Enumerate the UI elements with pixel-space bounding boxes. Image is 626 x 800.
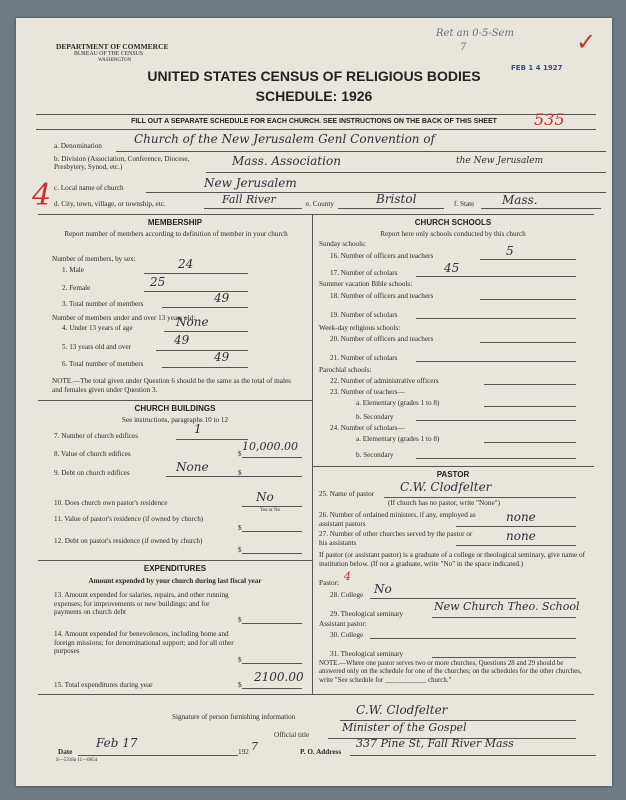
q24a-label: a. Elementary (grades 1 to 8) [356, 435, 440, 443]
year-prefix: 192 [238, 748, 249, 756]
q11-label: 11. Value of pastor's residence (if owned by church) [54, 515, 204, 523]
q23a-label: a. Elementary (grades 1 to 8) [356, 399, 440, 407]
q1-label: 1. Male [62, 266, 84, 274]
schools-intro: Report here only schools conducted by this church [380, 230, 526, 238]
department-label: DEPARTMENT OF COMMERCE [56, 42, 169, 51]
q26-value[interactable]: none [506, 510, 536, 524]
denomination-label: a. Denomination [54, 142, 102, 150]
buildings-intro: See instructions, paragraphs 10 to 12 [121, 416, 229, 424]
q20-label: 20. Number of officers and teachers [330, 335, 434, 343]
signature-value[interactable]: C.W. Clodfelter [356, 703, 448, 717]
q29-label: 29. Theological seminary [330, 610, 404, 618]
assistant-label: Assistant pastor: [319, 620, 367, 628]
q7-label: 7. Number of church edifices [54, 432, 139, 440]
local-name-label: c. Local name of church [54, 184, 124, 192]
instruction-line: FILL OUT A SEPARATE SCHEDULE FOR EACH CHURCH. SEE INSTRUCTIONS ON THE BACK OF THIS SHEET [131, 118, 497, 125]
q17-label: 17. Number of scholars [330, 269, 398, 277]
schedule-title: SCHEDULE: 1926 [255, 88, 373, 104]
members-by-sex-label: Number of members, by sex: [52, 255, 136, 263]
q28-label: 28. College [330, 591, 364, 599]
q29-value[interactable]: New Church Theo. School [434, 600, 580, 613]
q2-value[interactable]: 25 [150, 275, 166, 289]
q5-label: 5. 13 years old and over [62, 343, 132, 351]
state-label: f. State [454, 200, 475, 208]
q21-label: 21. Number of scholars [330, 354, 398, 362]
q13-dollar: $ [238, 616, 242, 624]
pastor-heading: PASTOR [436, 470, 470, 479]
q19-label: 19. Number of scholars [330, 311, 398, 319]
q7-value[interactable]: 1 [194, 422, 202, 436]
q25-value[interactable]: C.W. Clodfelter [400, 480, 492, 494]
q22-label: 22. Number of administrative officers [330, 377, 439, 385]
graduate-note: If pastor (or assistant pastor) is a graduate of a college or theological seminary, give name of institution below. (If not a graduate, write "No" in the space indicated.) [319, 551, 585, 568]
q14-dollar: $ [238, 656, 242, 664]
summer-label: Summer vacation Bible schools: [319, 280, 413, 288]
q27-label: 27. Number of other churches served by the pastor or his assistants [319, 530, 473, 547]
q8-label: 8. Value of church edifices [54, 450, 131, 458]
q10-label: 10. Does church own pastor's residence [54, 499, 168, 507]
division-label: b. Division (Association, Conference, Diocese, Presbytery, Synod, etc.) [54, 155, 190, 171]
pastor-note: NOTE.—Where one pastor serves two or more churches, Questions 28 and 29 should be answered only on the schedule for one of the churches; on the schedules for the other churches, write "See schedule for ____________ church." [319, 660, 582, 684]
red-check-mark: ✓ [576, 28, 597, 56]
date-value[interactable]: Feb 17 [96, 736, 138, 750]
q31-label: 31. Theological seminary [330, 650, 404, 658]
q9-value[interactable]: None [176, 460, 209, 474]
q8-value[interactable]: 10,000.00 [242, 440, 298, 453]
q10-value[interactable]: No [256, 490, 274, 504]
expenditures-heading: EXPENDITURES [143, 564, 207, 573]
denomination-value[interactable]: Church of the New Jerusalem Genl Convention of [134, 132, 436, 146]
q26-label: 26. Number of ordained ministers, if any, employed as assistant pastors [319, 511, 476, 528]
top-pencil-note: Ret an 0-5-Sem [436, 28, 514, 39]
county-value[interactable]: Bristol [376, 192, 417, 206]
city-value[interactable]: Fall River [222, 193, 276, 206]
official-title-value[interactable]: Minister of the Gospel [342, 721, 467, 734]
form-title: UNITED STATES CENSUS OF RELIGIOUS BODIES [147, 68, 481, 84]
q9-dollar: $ [238, 469, 242, 477]
q16-label: 16. Number of officers and teachers [330, 252, 434, 260]
q28-value[interactable]: No [374, 582, 392, 596]
q24b-label: b. Secondary [356, 451, 394, 459]
q6-value[interactable]: 49 [214, 350, 230, 364]
date-label: Date [58, 748, 73, 756]
q24-label: 24. Number of scholars— [330, 424, 405, 432]
q16-value[interactable]: 5 [506, 244, 514, 258]
q27-value[interactable]: none [506, 529, 536, 543]
q14-label: 14. Amount expended for benevolences, including home and foreign missions; for denominational support; and for all other purposes [54, 630, 234, 656]
membership-intro: Report number of members according to definition of member in your church [64, 230, 288, 238]
q3-label: 3. Total number of members [62, 300, 144, 308]
schools-heading: CHURCH SCHOOLS [414, 218, 492, 227]
members-by-age-label: Number of members under and over 13 years old: [52, 314, 196, 322]
county-label: e. County [306, 200, 334, 208]
division-value[interactable]: Mass. Association [232, 154, 341, 168]
city-field-label: d. City, town, village, or township, etc. [54, 200, 166, 208]
weekday-label: Week-day religious schools: [319, 324, 401, 332]
q25-label: 25. Name of pastor [319, 490, 375, 498]
division-value-2: the New Jerusalem [456, 156, 544, 166]
po-address-value[interactable]: 337 Pine St, Fall River Mass [356, 737, 514, 750]
q23-label: 23. Number of teachers— [330, 388, 405, 396]
q10-sub: Yes or No [260, 508, 281, 513]
pastor-sub-label: Pastor: [319, 579, 339, 587]
q1-value[interactable]: 24 [178, 257, 194, 271]
q12-label: 12. Debt on pastor's residence (if owned by church) [54, 537, 203, 545]
q15-dollar: $ [238, 681, 242, 689]
membership-note: NOTE.—The total given under Question 6 should be the same as the total of males and females given under Question 3. [52, 377, 291, 394]
sunday-label: Sunday schools: [319, 240, 366, 248]
q11-dollar: $ [238, 524, 242, 532]
red-number: 535 [534, 110, 565, 129]
q4-value[interactable]: None [176, 315, 209, 329]
buildings-heading: CHURCH BUILDINGS [134, 404, 216, 413]
q4-label: 4. Under 13 years of age [62, 324, 133, 332]
q15-label: 15. Total expenditures during year [54, 681, 153, 689]
q25-sub: (If church has no pastor, write "None") [388, 499, 500, 507]
city-label: WASHINGTON [98, 58, 132, 63]
q23b-label: b. Secondary [356, 413, 394, 421]
q17-value[interactable]: 45 [444, 261, 460, 275]
q9-label: 9. Debt on church edifices [54, 469, 130, 477]
expenditures-intro: Amount expended by your church during last fiscal year [88, 577, 262, 585]
pastor-red-mark: 4 [344, 570, 351, 583]
q13-label: 13. Amount expended for salaries, repairs, and other running expenses; for improvements or new buildings; and for payments on church debt [54, 591, 229, 617]
form-number: S—5318a 11—6054 [56, 758, 98, 763]
state-value[interactable]: Mass. [502, 193, 538, 207]
q6-label: 6. Total number of members [62, 360, 144, 368]
po-address-label: P. O. Address [300, 748, 342, 756]
q5-value[interactable]: 49 [174, 333, 190, 347]
q12-dollar: $ [238, 546, 242, 554]
parochial-label: Parochial schools: [319, 366, 372, 374]
top-number: 7 [460, 42, 467, 53]
received-stamp: FEB 1 4 1927 [511, 64, 563, 72]
q30-label: 30. College [330, 631, 364, 639]
local-name-value[interactable]: New Jerusalem [204, 176, 297, 190]
signature-label: Signature of person furnishing information [172, 713, 296, 721]
q8-dollar: $ [238, 450, 242, 458]
bureau-label: BUREAU OF THE CENSUS [74, 51, 143, 57]
census-form-page [16, 18, 612, 786]
year-value[interactable]: 7 [251, 740, 258, 753]
q2-label: 2. Female [62, 284, 91, 292]
q15-value[interactable]: 2100.00 [254, 670, 304, 684]
red-margin-mark: 4 [32, 178, 52, 213]
q18-label: 18. Number of officers and teachers [330, 292, 434, 300]
membership-heading: MEMBERSHIP [147, 218, 203, 227]
q3-value[interactable]: 49 [214, 291, 230, 305]
official-title-label: Official title [274, 731, 310, 739]
